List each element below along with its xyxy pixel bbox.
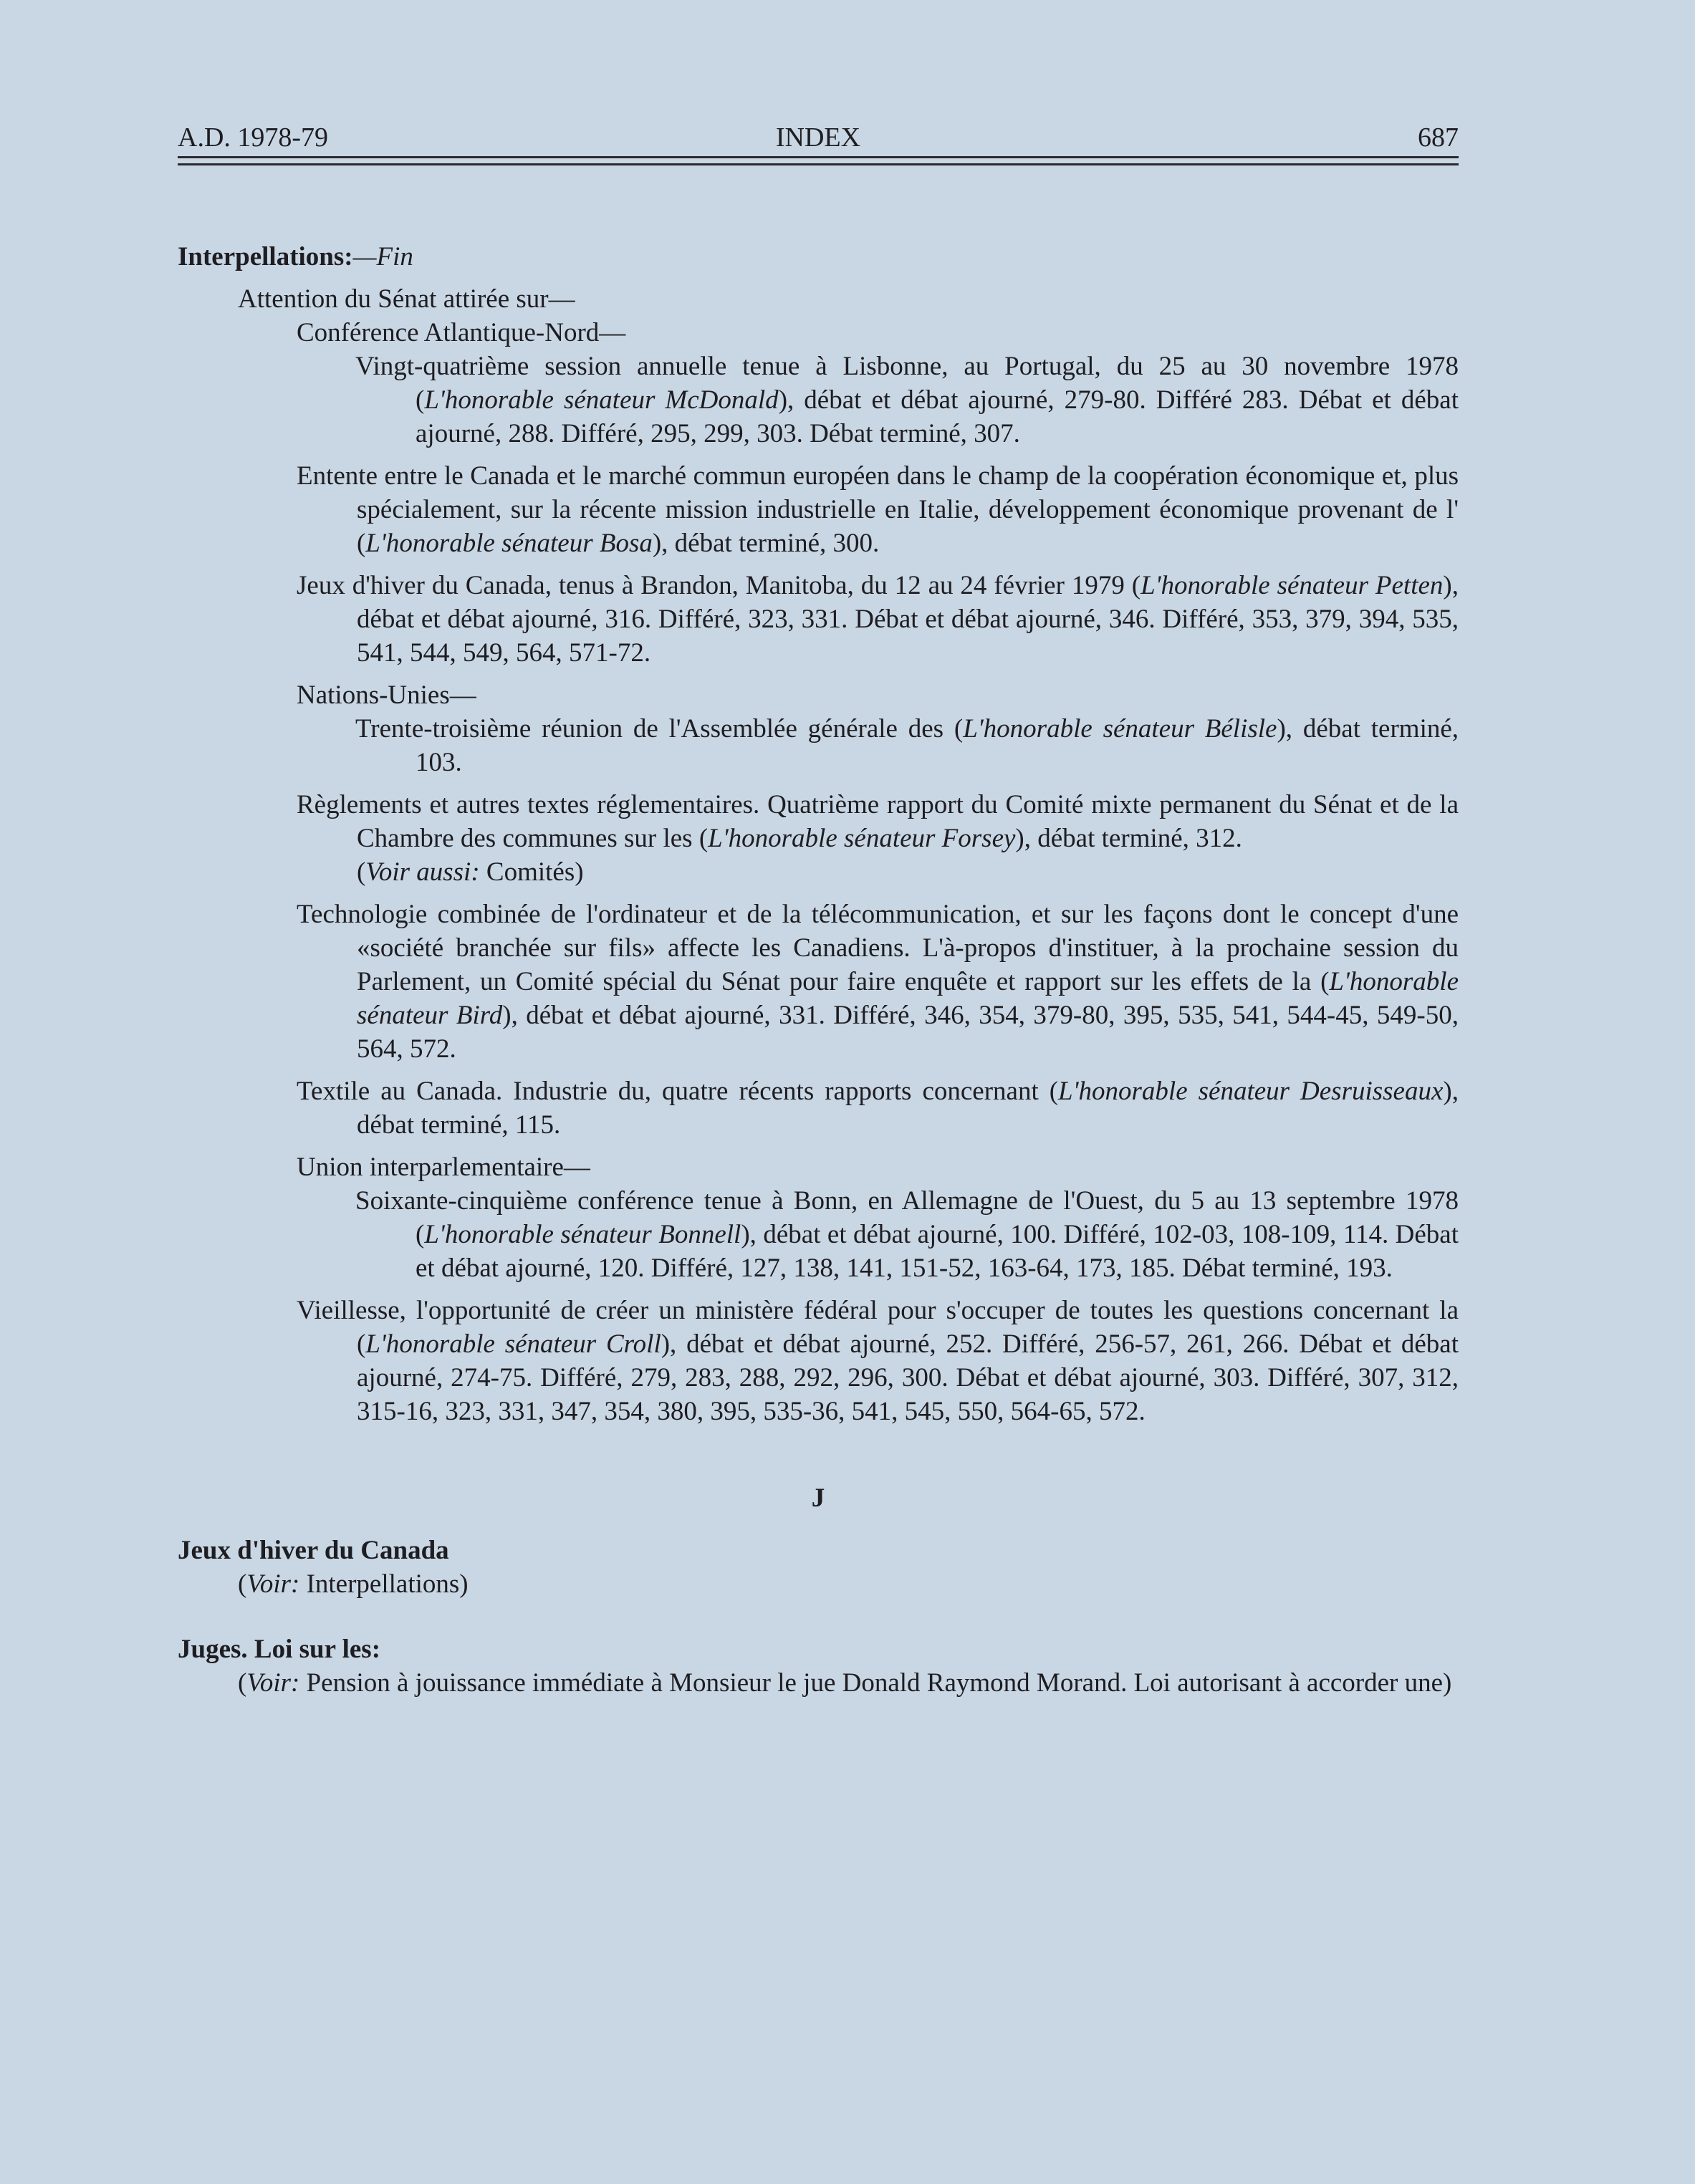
juges-see — [178, 1666, 1459, 1700]
nations-entry — [178, 712, 1459, 779]
senator-name: L'honorable sénateur Bosa — [365, 529, 653, 558]
header-title: INDEX — [775, 122, 861, 153]
senator-name: L'honorable sénateur Bélisle — [963, 714, 1277, 744]
header-year: A.D. 1978-79 — [178, 122, 329, 153]
textile-entry — [178, 1074, 1459, 1142]
entry-text: Vingt-quatrième session annuelle tenue à Lisbonne, au Portugal, du 25 au 30 novembre 1978 ( — [355, 352, 1459, 415]
jeux-heading: Jeux d'hiver du Canada — [178, 1536, 449, 1565]
senator-name: L'honorable sénateur Petten — [1141, 571, 1444, 600]
see-target: Interpellations) — [299, 1569, 469, 1599]
paren: ( — [238, 1668, 247, 1698]
header-rule-top — [178, 156, 1459, 158]
page-header — [178, 122, 1459, 158]
senator-name: L'honorable sénateur McDonald — [424, 385, 779, 415]
vieillesse-entry — [178, 1294, 1459, 1428]
entry-text: Textile au Canada. Industrie du, quatre récents rapports concernant ( — [297, 1077, 1059, 1106]
see-label: Voir: — [246, 1668, 300, 1698]
header-rule-bottom — [178, 163, 1459, 165]
reglements-entry — [178, 788, 1459, 855]
entry-text: ), débat terminé, 115. — [357, 1077, 1459, 1140]
conference-label: Conférence Atlantique-Nord— — [297, 318, 626, 347]
senator-name: L'honorable sénateur Bird — [357, 967, 1459, 1030]
reglements-see-also — [178, 855, 1459, 889]
paren: ( — [238, 1569, 247, 1599]
paren: ( — [357, 857, 366, 887]
entry-text: ), débat et débat ajourné, 100. Différé, 102-03, 108-109, 114. Débat et débat ajourné, 120. Différé, 127, 138, 141, 151-52, 163-64, 173, 185. Débat terminé, 193. — [416, 1220, 1459, 1283]
union-entry — [178, 1184, 1459, 1285]
entry-text: ), débat et débat ajourné, 252. Différé, 256-57, 261, 266. Débat et débat ajourné, 274-75. Différé, 279, 283, 288, 292, 296, 300. Débat et débat ajourné, 303. Différé, 307, 312, 315-16, 323, 331, 347, 354, 380, 395, 535-36, 541, 545, 550, 564-65, 572. — [357, 1329, 1459, 1426]
senator-name: L'honorable sénateur Desruisseaux — [1058, 1077, 1444, 1106]
entry-text: Vieillesse, l'opportunité de créer un ministère fédéral pour s'occuper de toutes les questions concernant la ( — [297, 1296, 1459, 1359]
senator-name: L'honorable sénateur Bonnell — [424, 1220, 741, 1249]
jeux-entry — [178, 569, 1459, 670]
entente-entry — [178, 459, 1459, 560]
entry-text: Jeux d'hiver du Canada, tenus à Brandon, Manitoba, du 12 au 24 février 1979 ( — [297, 571, 1141, 600]
nations-label: Nations-Unies— — [297, 680, 476, 710]
jeux-see — [178, 1567, 1459, 1601]
entry-text: ), débat et débat ajourné, 331. Différé, 346, 354, 379-80, 395, 535, 541, 544-45, 549-50, 564, 572. — [357, 1001, 1459, 1064]
entry-text: ), débat et débat ajourné, 279-80. Différé 283. Débat et débat ajourné, 288. Différé, 295, 299, 303. Débat terminé, 307. — [416, 385, 1459, 448]
entry-text: Règlements et autres textes réglementaires. Quatrième rapport du Comité mixte permanent du Sénat et de la Chambre des communes sur les ( — [297, 790, 1459, 853]
see-target: Pension à jouissance immédiate à Monsieur le jue Donald Raymond Morand. Loi autorisant à accorder une) — [299, 1668, 1452, 1698]
conference-entry — [178, 350, 1459, 451]
heading-continued: —Fin — [352, 242, 413, 271]
technologie-entry — [178, 898, 1459, 1066]
entry-text: Entente entre le Canada et le marché commun européen dans le champ de la coopération économique et, plus spécialement, sur la récente mission industrielle en Italie, développement économique provenant de l' ( — [297, 461, 1459, 558]
index-content — [178, 240, 1459, 1700]
interpellations-heading — [178, 240, 1459, 274]
entry-text: Technologie combinée de l'ordinateur et de la télécommunication, et sur les façons dont le concept d'une «société branchée sur fils» affecte les Canadiens. L'à-propos d'instituer, à la prochaine session du Parlement, un Comité spécial du Sénat pour faire enquête et rapport sur les effets de la ( — [297, 900, 1459, 996]
heading-title: Interpellations: — [178, 242, 353, 271]
juges-heading: Juges. Loi sur les: — [178, 1635, 381, 1664]
entry-text: Soixante-cinquième conférence tenue à Bonn, en Allemagne de l'Ouest, du 5 au 13 septembre 1978 ( — [355, 1186, 1459, 1249]
see-also-label: Voir aussi: — [365, 857, 480, 887]
entry-text: Trente-troisième réunion de l'Assemblée générale des ( — [355, 714, 964, 744]
entry-text: ), débat terminé, 312. — [1015, 824, 1242, 853]
attention-subheading: Attention du Sénat attirée sur— — [238, 284, 575, 314]
page-number: 687 — [1418, 122, 1459, 153]
see-label: Voir: — [246, 1569, 300, 1599]
entry-text: ), débat et débat ajourné, 316. Différé, 323, 331. Débat et débat ajourné, 346. Différé, 353, 379, 394, 535, 541, 544, 549, 564, 571-72. — [357, 571, 1459, 668]
section-letter: J — [811, 1483, 825, 1513]
senator-name: L'honorable sénateur Croll — [365, 1329, 661, 1359]
union-label: Union interparlementaire— — [297, 1153, 590, 1182]
senator-name: L'honorable sénateur Forsey — [708, 824, 1016, 853]
see-also-target: Comités) — [479, 857, 584, 887]
entry-text: ), débat terminé, 103. — [416, 714, 1459, 777]
entry-text: ), débat terminé, 300. — [652, 529, 880, 558]
